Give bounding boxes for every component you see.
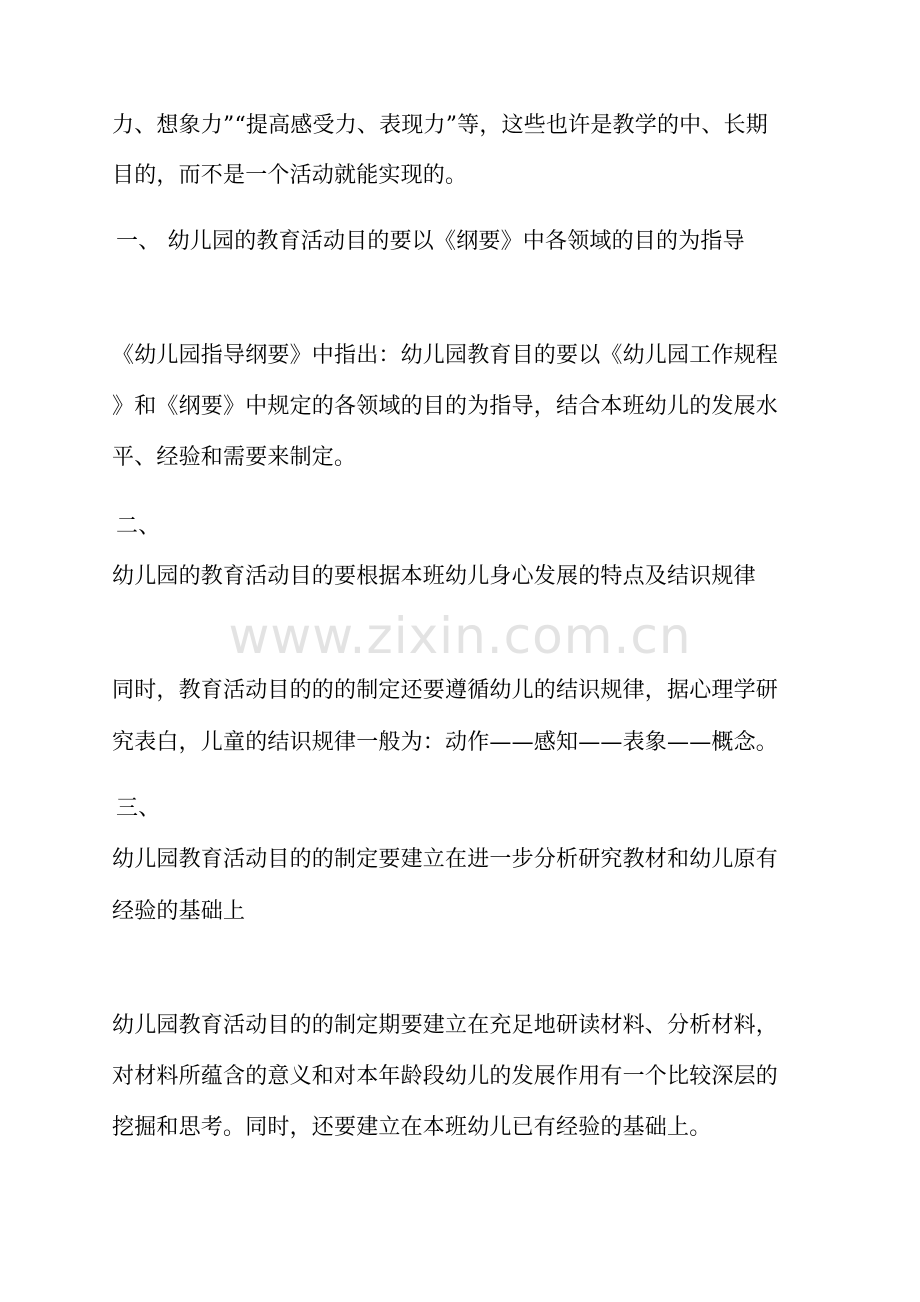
section3-paragraph-line-2: 对材料所蕴含的意义和对本年龄段幼儿的发展作用有一个比较深层的 bbox=[112, 1064, 779, 1089]
section3-paragraph-line-3: 挖掘和思考。同时，还要建立在本班幼儿已有经验的基础上。 bbox=[112, 1115, 712, 1140]
section2-paragraph-line-1: 同时，教育活动目的的的制定还要遵循幼儿的结识规律，据心理学研 bbox=[112, 678, 779, 703]
section3-heading-line-2: 经验的基础上 bbox=[112, 899, 246, 924]
intro-line-2: 目的，而不是一个活动就能实现的。 bbox=[112, 163, 468, 188]
section3-heading-line-1: 幼儿园教育活动目的的制定要建立在进一步分析研究教材和幼儿原有 bbox=[112, 847, 779, 872]
section2-number: 二、 bbox=[116, 514, 161, 539]
section1-paragraph-line-1: 《幼儿园指导纲要》中指出：幼儿园教育目的要以《幼儿园工作规程 bbox=[112, 343, 779, 368]
section2-paragraph-line-2: 究表白，儿童的结识规律一般为：动作——感知——表象——概念。 bbox=[112, 730, 779, 755]
section3-paragraph-line-1: 幼儿园教育活动目的的制定期要建立在充足地研读材料、分析材料， bbox=[112, 1013, 779, 1038]
section1-paragraph-line-2: 》和《纲要》中规定的各领域的目的为指导，结合本班幼儿的发展水 bbox=[112, 394, 779, 419]
watermark: www.zixin.com.cn bbox=[228, 607, 692, 665]
section1-paragraph-line-3: 平、经验和需要来制定。 bbox=[112, 445, 357, 470]
section3-number: 三、 bbox=[116, 796, 161, 821]
section1-heading: 一、 幼儿园的教育活动目的要以《纲要》中各领域的目的为指导 bbox=[116, 229, 745, 254]
intro-line-1: 力、想象力”“提高感受力、表现力”等，这些也许是教学的中、长期 bbox=[112, 113, 768, 138]
section2-heading: 幼儿园的教育活动目的要根据本班幼儿身心发展的特点及结识规律 bbox=[112, 564, 756, 589]
